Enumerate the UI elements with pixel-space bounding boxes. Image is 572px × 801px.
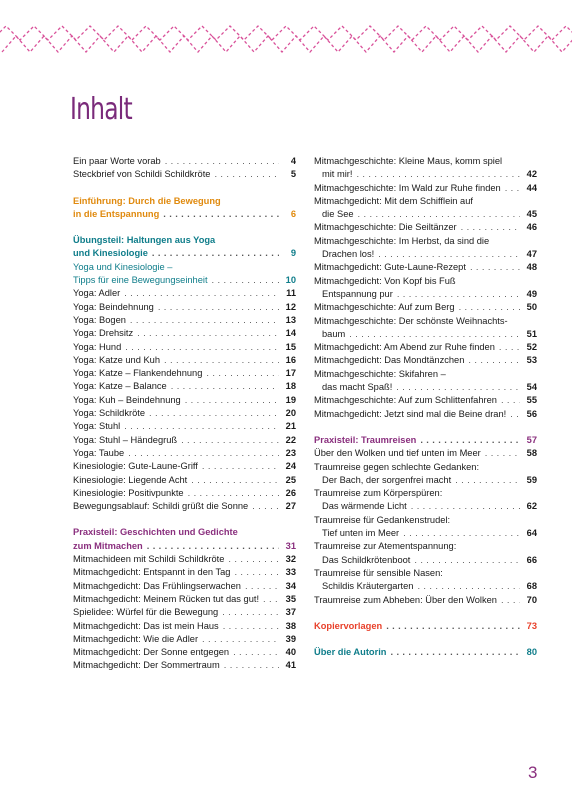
toc-entry[interactable] [314,341,537,354]
toc-entry-title: Ein paar Worte vorab [73,156,161,166]
toc-entry-title: Mitmachgedicht: Mit dem Schifflein auf [314,195,473,206]
toc-entry[interactable] [73,633,296,646]
leader-dots [245,580,279,593]
toc-entry-title: Entspannung pur [322,288,393,299]
toc-entry-title: Mitmachgedicht: Jetzt sind mal die Beine dran! [314,408,507,419]
toc-entry-title: Mitmachgedicht: Am Abend zur Ruhe finden [314,342,495,353]
toc-spacer [314,607,537,620]
toc-entry-title: Mitmachgeschichte: Der schönste Weihnachts- [314,315,508,326]
leader-dots [501,594,520,607]
toc-page-number: 34 [285,580,296,591]
toc-entry-title: Yoga: Stuhl – Händegruß [73,434,178,445]
toc-page-number: 64 [526,528,537,539]
toc-entry-title: Traumreise für Gedankenstrudel: [314,514,451,525]
toc-page-number: 32 [285,554,296,565]
toc-entry-title: Mitmachideen mit Schildi Schildkröte [73,554,225,565]
toc-entry[interactable] [73,487,296,500]
toc-entry-title: Yoga: Bogen [73,314,126,325]
toc-entry-title: Traumreise gegen schlechte Gedanken: [314,461,480,472]
leader-dots [185,394,279,407]
toc-entry-title: Mitmachgedicht: Das Mondtänzchen [314,355,465,366]
toc-page-number: 22 [285,434,296,445]
toc-entry[interactable] [314,394,537,407]
leader-dots [461,221,520,234]
toc-page-number: 57 [526,434,537,445]
toc-entry[interactable] [73,195,296,222]
toc-entry[interactable] [73,261,296,288]
toc-entry-title: Das wärmende Licht [322,501,407,512]
toc-entry[interactable] [314,487,537,514]
toc-entry[interactable] [73,407,296,420]
toc-page-number: 31 [285,540,296,551]
leader-dots [263,593,279,606]
toc-page-number: 24 [285,461,296,472]
toc-entry-title: Schildis Kräutergarten [322,581,414,592]
toc-entry-title: Spielidee: Würfel für die Bewegung [73,607,219,618]
toc-entry-title: Yoga: Kuh – Beindehnung [73,394,181,405]
toc-entry[interactable] [73,580,296,593]
toc-entry[interactable] [73,526,296,553]
toc-entry-title: Übungsteil: Haltungen aus Yoga [73,235,216,246]
toc-entry[interactable] [314,368,537,395]
leader-dots [378,248,520,261]
decorative-zigzag-border [0,22,572,62]
toc-entry[interactable] [73,434,296,447]
toc-entry[interactable] [73,620,296,633]
leader-dots [165,155,279,168]
toc-entry[interactable] [73,301,296,314]
toc-entry[interactable] [314,315,537,342]
toc-entry-title: und Kinesiologie [73,248,148,259]
toc-entry[interactable] [314,408,537,421]
toc-page-number: 35 [285,593,296,604]
toc-entry-title: Yoga: Schildkröte [73,408,146,419]
leader-dots [455,474,520,487]
toc-entry-title: Mitmachgedicht: Das ist mein Haus [73,620,219,631]
toc-entry[interactable] [314,434,537,447]
toc-entry[interactable] [73,327,296,340]
leader-dots [356,168,520,181]
toc-page-number: 73 [526,620,537,631]
leader-dots [252,500,279,513]
toc-entry-title: Mitmachgedicht: Wie die Adler [73,633,199,644]
toc-entry-title: Yoga: Stuhl [73,421,121,432]
toc-entry[interactable] [73,314,296,327]
toc-spacer [314,421,537,434]
leader-dots [158,301,279,314]
toc-entry-title: Mitmachgeschichte: Skifahren – [314,368,446,379]
toc-page-number: 55 [526,395,537,406]
toc-entry-title: Traumreise für sensible Nasen: [314,567,443,578]
toc-entry-title: Über den Wolken und tief unten im Meer [314,448,481,459]
toc-entry[interactable] [73,155,296,168]
toc-page-number: 23 [285,447,296,458]
toc-page-number: 37 [285,607,296,618]
leader-dots [181,434,279,447]
toc-page-number: 59 [526,474,537,485]
toc-page-number: 17 [285,368,296,379]
toc-page-number: 51 [526,328,537,339]
leader-dots [124,420,279,433]
toc-spacer [73,221,296,234]
leader-dots [224,659,279,672]
toc-page-number: 66 [526,554,537,565]
toc-page-number: 49 [526,288,537,299]
toc-spacer [73,513,296,526]
leader-dots [414,554,520,567]
toc-entry[interactable] [314,620,537,633]
toc-page-number: 62 [526,501,537,512]
toc-page-number: 15 [285,341,296,352]
toc-entry[interactable] [73,341,296,354]
toc-page-number: 18 [285,381,296,392]
leader-dots [234,566,279,579]
leader-dots [124,287,279,300]
leader-dots [411,500,520,513]
toc-entry[interactable] [73,234,296,261]
leader-dots [396,381,520,394]
leader-dots [459,301,520,314]
toc-entry-title: Yoga: Katze – Flankendehnung [73,368,203,379]
page-number: 3 [528,763,538,782]
leader-dots [188,487,279,500]
toc-entry[interactable] [73,646,296,659]
toc-page-number: 26 [285,487,296,498]
leader-dots [149,407,279,420]
toc-page-number: 46 [526,222,537,233]
toc-page-number: 47 [526,249,537,260]
leader-dots [499,341,520,354]
leader-dots [390,646,520,659]
leader-dots [137,327,279,340]
toc-page-number: 58 [526,448,537,459]
leader-dots [130,314,279,327]
toc-entry[interactable] [314,221,537,234]
toc-entry[interactable] [73,394,296,407]
toc-entry-title: Mitmachgeschichte: Im Wald zur Ruhe finden [314,182,501,193]
leader-dots [468,354,520,367]
toc-entry[interactable] [314,195,537,222]
toc-entry-title: Mitmachgedicht: Meinem Rücken tut das gut! [73,593,260,604]
toc-entry-title: Tipps für eine Bewegungseinheit [73,275,208,286]
page-title: Inhalt [70,92,132,127]
toc-entry[interactable] [314,447,537,460]
toc-entry-title: Kinesiologie: Liegende Acht [73,474,188,485]
toc-page-number: 52 [526,342,537,353]
toc-entry[interactable] [314,540,537,567]
leader-dots [202,633,279,646]
leader-dots [202,460,279,473]
toc-entry-title: Traumreise zum Abheben: Über den Wolken [314,594,497,605]
toc-entry[interactable] [73,460,296,473]
leader-dots [417,580,520,593]
toc-entry[interactable] [73,380,296,393]
toc-page-number: 42 [526,169,537,180]
toc-entry-title: Yoga: Taube [73,447,125,458]
toc-entry[interactable] [314,594,537,607]
toc-page-number: 48 [526,262,537,273]
toc-entry-title: in die Entspannung [73,208,160,219]
toc-entry-title: Steckbrief von Schildi Schildkröte [73,169,211,180]
toc-entry-title: Mitmachgedicht: Der Sommertraum [73,660,220,671]
leader-dots [228,553,279,566]
toc-entry-title: Praxisteil: Geschichten und Gedichte [73,527,238,538]
toc-page-number: 6 [290,208,296,219]
toc-entry-title: die See [322,209,354,220]
toc-entry[interactable] [314,235,537,262]
toc-page-number: 9 [290,248,296,259]
toc-entry-title: zum Mitmachen [73,540,143,551]
toc-entry[interactable] [73,659,296,672]
toc-entry-title: Mitmachgedicht: Der Sonne entgegen [73,647,230,658]
toc-entry-title: Das Schildkrötenboot [322,554,411,565]
toc-entry-title: Mitmachgeschichte: Kleine Maus, komm spiel [314,156,503,166]
toc-entry-title: Mitmachgeschichte: Auf zum Berg [314,302,455,313]
toc-entry-title: Tief unten im Meer [322,528,400,539]
leader-dots [505,182,520,195]
leader-dots [358,208,520,221]
toc-page-number: 44 [526,182,537,193]
toc-entry-title: Der Bach, der sorgenfrei macht [322,474,452,485]
toc-entry-title: Über die Autorin [314,647,387,658]
toc-entry-title: Praxisteil: Traumreisen [314,434,417,445]
toc-entry-title: Einführung: Durch die Bewegung [73,195,221,206]
leader-dots [222,606,279,619]
toc-page-number: 12 [285,301,296,312]
toc-page-number: 16 [285,354,296,365]
toc-entry[interactable] [314,155,537,182]
toc-entry-title: Kinesiologie: Gute-Laune-Griff [73,461,198,472]
leader-dots [349,328,520,341]
toc-entry[interactable] [73,354,296,367]
toc-page-number: 33 [285,567,296,578]
toc-entry[interactable] [314,514,537,541]
toc-spacer [73,182,296,195]
toc-page-number: 27 [285,501,296,512]
toc-page-number: 40 [285,647,296,658]
toc-entry[interactable] [314,354,537,367]
toc-entry-title: Drachen los! [322,249,375,260]
toc-entry-title: Mitmachgeschichte: Auf zum Schlittenfahren [314,395,497,406]
toc-page-number: 21 [285,421,296,432]
leader-dots [214,168,279,181]
toc-entry[interactable] [314,275,537,302]
toc-page-number: 13 [285,314,296,325]
leader-dots [152,247,279,260]
toc-page-number: 80 [526,647,537,658]
toc-entry-title: Mitmachgeschichte: Im Herbst, da sind die [314,235,490,246]
leader-dots [147,540,279,553]
toc-page-number: 5 [290,169,296,180]
toc-entry-title: Kopiervorlagen [314,620,383,631]
leader-dots [128,447,279,460]
leader-dots [212,274,279,287]
leader-dots [501,394,520,407]
leader-dots [223,620,279,633]
toc-entry-title: Bewegungsablauf: Schildi grüßt die Sonne [73,501,249,512]
toc-entry-title: Yoga: Adler [73,288,121,299]
toc-page-number: 19 [285,394,296,405]
leader-dots [485,447,520,460]
toc-entry-title: Traumreise zum Körperspüren: [314,488,443,499]
toc-entry[interactable] [73,500,296,513]
leader-dots [171,380,279,393]
toc-entry-title: Mitmachgedicht: Entspannt in den Tag [73,567,231,578]
toc-entry[interactable] [73,606,296,619]
toc-entry[interactable] [314,182,537,195]
toc-entry-title: Yoga: Katze und Kuh [73,354,161,365]
leader-dots [191,474,279,487]
toc-entry-title: Mitmachgedicht: Gute-Laune-Rezept [314,262,466,273]
toc-entry-title: Kinesiologie: Positivpunkte [73,487,184,498]
leader-dots [397,288,520,301]
toc-entry[interactable] [314,461,537,488]
toc-entry-title: Yoga: Hund [73,341,122,352]
toc-page-number: 38 [285,620,296,631]
toc-page-number: 14 [285,328,296,339]
toc-entry-title: Mitmachgeschichte: Die Seiltänzer [314,222,457,233]
toc-spacer [314,633,537,646]
toc-entry-title: Traumreise zur Atementspannung: [314,541,457,552]
toc-entry[interactable] [73,367,296,380]
leader-dots [125,341,279,354]
toc-left-column [73,155,296,673]
toc-page-number: 10 [285,275,296,286]
leader-dots [386,620,520,633]
toc-entry-title: das macht Spaß! [322,382,393,393]
toc-entry-title: Yoga: Katze – Balance [73,381,167,392]
toc-entry[interactable] [73,447,296,460]
toc-entry[interactable] [73,420,296,433]
leader-dots [233,646,279,659]
toc-entry[interactable] [73,553,296,566]
toc-page-number: 56 [526,408,537,419]
toc-entry[interactable] [314,261,537,274]
toc-page-number: 20 [285,408,296,419]
toc-page-number: 25 [285,474,296,485]
toc-page-number: 45 [526,209,537,220]
leader-dots [163,208,279,221]
toc-entry-title: Yoga und Kinesiologie – [73,261,173,272]
toc-entry[interactable] [314,567,537,594]
toc-entry[interactable] [314,301,537,314]
toc-page-number: 54 [526,382,537,393]
toc-entry[interactable] [73,168,296,181]
toc-entry-title: Mitmachgedicht: Das Frühlingserwachen [73,580,241,591]
toc-entry[interactable] [73,287,296,300]
toc-entry[interactable] [314,646,537,659]
toc-entry[interactable] [73,474,296,487]
leader-dots [206,367,279,380]
leader-dots [403,527,520,540]
leader-dots [420,434,520,447]
toc-entry-title: mit mir! [322,169,353,180]
toc-page-number: 4 [290,156,296,166]
toc-page-number: 70 [526,594,537,605]
leader-dots [164,354,279,367]
toc-entry[interactable] [73,593,296,606]
leader-dots [510,408,520,421]
toc-page-number: 39 [285,633,296,644]
toc-page-number: 41 [285,660,296,671]
toc-page-number: 50 [526,302,537,313]
leader-dots [470,261,520,274]
toc-entry-title: Mitmachgedicht: Von Kopf bis Fuß [314,275,456,286]
toc-page-number: 68 [526,581,537,592]
toc-entry-title: baum [322,328,346,339]
toc-page-number: 53 [526,355,537,366]
toc-entry-title: Yoga: Beindehnung [73,301,154,312]
toc-right-column [314,155,537,659]
toc-page-number: 11 [286,288,296,299]
toc-entry[interactable] [73,566,296,579]
toc-entry-title: Yoga: Drehsitz [73,328,134,339]
